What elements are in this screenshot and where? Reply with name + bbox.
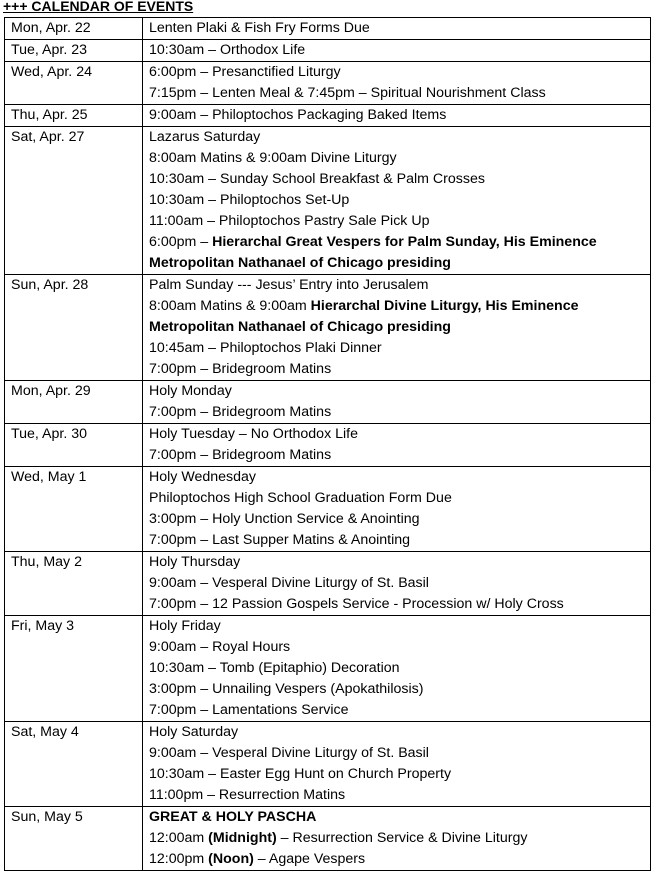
event-date: Thu, Apr. 25 xyxy=(5,105,143,127)
events-table-body xyxy=(5,18,651,871)
event-text: Palm Sunday --- Jesus’ Entry into Jerusalem xyxy=(149,277,429,293)
event-text: 12:00pm xyxy=(149,851,209,867)
event-date: Sun, May 5 xyxy=(5,807,143,871)
event-text: 10:45am – Philoptochos Plaki Dinner xyxy=(149,340,382,356)
event-date: Tue, Apr. 23 xyxy=(5,40,143,62)
event-line xyxy=(149,828,650,849)
event-text: 7:00pm – Bridegroom Matins xyxy=(149,361,332,377)
event-line xyxy=(149,40,650,61)
event-text: Lenten Plaki & Fish Fry Forms Due xyxy=(149,20,370,36)
event-row xyxy=(5,40,651,62)
event-text: 7:00pm – 12 Passion Gospels Service - Procession w/ Holy Cross xyxy=(149,596,564,612)
event-row xyxy=(5,722,651,807)
event-line xyxy=(149,849,650,870)
event-text: 8:00am Matins & 9:00am xyxy=(149,298,311,314)
event-text-bold: (Noon) xyxy=(208,851,254,867)
event-line xyxy=(149,637,650,658)
event-details xyxy=(143,467,651,552)
event-text: 9:00am – Vesperal Divine Liturgy of St. Basil xyxy=(149,575,429,591)
event-line xyxy=(149,743,650,764)
event-details xyxy=(143,127,651,275)
event-line xyxy=(149,232,650,253)
event-line xyxy=(149,105,650,126)
event-date: Sat, May 4 xyxy=(5,722,143,807)
event-text: 11:00pm – Resurrection Matins xyxy=(149,787,346,803)
event-text: Holy Tuesday – No Orthodox Life xyxy=(149,426,358,442)
event-date: Tue, Apr. 30 xyxy=(5,424,143,467)
event-text: 3:00pm – Unnailing Vespers (Apokathilosis) xyxy=(149,681,424,697)
event-line xyxy=(149,62,650,83)
event-line xyxy=(149,594,650,615)
event-row xyxy=(5,616,651,722)
event-details xyxy=(143,40,651,62)
event-row xyxy=(5,381,651,424)
event-text: Holy Friday xyxy=(149,618,221,634)
event-line xyxy=(149,509,650,530)
event-date: Thu, May 2 xyxy=(5,552,143,616)
event-line xyxy=(149,317,650,338)
event-text: 11:00am – Philoptochos Pastry Sale Pick Up xyxy=(149,213,430,229)
event-date: Wed, Apr. 24 xyxy=(5,62,143,105)
event-line xyxy=(149,381,650,402)
event-line xyxy=(149,530,650,551)
event-row xyxy=(5,62,651,105)
event-details xyxy=(143,18,651,40)
event-details xyxy=(143,722,651,807)
event-text: 6:00pm – Presanctified Liturgy xyxy=(149,64,341,80)
event-date: Mon, Apr. 29 xyxy=(5,381,143,424)
event-text: 9:00am – Royal Hours xyxy=(149,639,291,655)
event-line xyxy=(149,190,650,211)
event-line xyxy=(149,296,650,317)
event-line xyxy=(149,83,650,104)
event-text: 8:00am Matins & 9:00am Divine Liturgy xyxy=(149,150,397,166)
event-text: 10:30am – Philoptochos Set-Up xyxy=(149,192,350,208)
event-text: 6:00pm – xyxy=(149,234,213,250)
event-line xyxy=(149,764,650,785)
event-text-bold: GREAT & HOLY PASCHA xyxy=(149,809,317,825)
event-line xyxy=(149,700,650,721)
event-line xyxy=(149,722,650,743)
event-text: 10:30am – Sunday School Breakfast & Palm Crosses xyxy=(149,171,485,187)
event-line xyxy=(149,679,650,700)
event-line xyxy=(149,785,650,806)
event-text: 7:00pm – Lamentations Service xyxy=(149,702,349,718)
event-line xyxy=(149,148,650,169)
event-text: 12:00am xyxy=(149,830,209,846)
event-date: Wed, May 1 xyxy=(5,467,143,552)
event-line xyxy=(149,467,650,488)
event-details xyxy=(143,62,651,105)
event-details xyxy=(143,807,651,871)
event-row xyxy=(5,467,651,552)
event-line xyxy=(149,616,650,637)
event-row xyxy=(5,18,651,40)
event-row xyxy=(5,105,651,127)
event-text: – Agape Vespers xyxy=(253,851,366,867)
event-text: Holy Saturday xyxy=(149,724,239,740)
event-text: Philoptochos High School Graduation Form Due xyxy=(149,490,452,506)
event-line xyxy=(149,127,650,148)
event-line xyxy=(149,424,650,445)
event-date: Fri, May 3 xyxy=(5,616,143,722)
event-row xyxy=(5,424,651,467)
event-text: Holy Thursday xyxy=(149,554,241,570)
event-row xyxy=(5,552,651,616)
event-text: 7:00pm – Bridegroom Matins xyxy=(149,404,332,420)
event-line xyxy=(149,338,650,359)
event-line xyxy=(149,211,650,232)
event-text: Lazarus Saturday xyxy=(149,129,261,145)
event-details xyxy=(143,552,651,616)
event-text: 7:15pm – Lenten Meal & 7:45pm – Spiritual Nourishment Class xyxy=(149,85,546,101)
event-details xyxy=(143,105,651,127)
calendar-title: +++ CALENDAR OF EVENTS xyxy=(3,0,194,14)
event-details xyxy=(143,424,651,467)
event-row xyxy=(5,807,651,871)
event-text: 9:00am – Philoptochos Packaging Baked Items xyxy=(149,107,447,123)
event-line xyxy=(149,807,650,828)
event-line xyxy=(149,402,650,423)
event-text: 10:30am – Tomb (Epitaphio) Decoration xyxy=(149,660,400,676)
event-line xyxy=(149,18,650,39)
event-text: 3:00pm – Holy Unction Service & Anointing xyxy=(149,511,420,527)
event-text-bold: (Midnight) xyxy=(208,830,277,846)
event-line xyxy=(149,573,650,594)
event-date: Sun, Apr. 28 xyxy=(5,275,143,381)
events-table xyxy=(4,17,651,871)
event-date: Mon, Apr. 22 xyxy=(5,18,143,40)
event-details xyxy=(143,616,651,722)
event-line xyxy=(149,488,650,509)
event-line xyxy=(149,253,650,274)
event-line xyxy=(149,169,650,190)
event-text: 10:30am – Orthodox Life xyxy=(149,42,306,58)
event-text: – Resurrection Service & Divine Liturgy xyxy=(276,830,528,846)
event-text-bold: Metropolitan Nathanael of Chicago presiding xyxy=(149,255,451,271)
event-text: 7:00pm – Last Supper Matins & Anointing xyxy=(149,532,411,548)
event-details xyxy=(143,275,651,381)
event-line xyxy=(149,658,650,679)
event-details xyxy=(143,381,651,424)
event-text: Holy Monday xyxy=(149,383,232,399)
event-text-bold: Hierarchal Great Vespers for Palm Sunday, His Eminence xyxy=(212,234,597,250)
event-text: Holy Wednesday xyxy=(149,469,256,485)
event-line xyxy=(149,359,650,380)
event-text: 10:30am – Easter Egg Hunt on Church Property xyxy=(149,766,452,782)
event-text: 9:00am – Vesperal Divine Liturgy of St. Basil xyxy=(149,745,429,761)
event-text-bold: Metropolitan Nathanael of Chicago presiding xyxy=(149,319,451,335)
event-text: 7:00pm – Bridegroom Matins xyxy=(149,447,332,463)
event-row xyxy=(5,275,651,381)
event-text-bold: Hierarchal Divine Liturgy, His Eminence xyxy=(310,298,579,314)
event-line xyxy=(149,552,650,573)
event-row xyxy=(5,127,651,275)
event-line xyxy=(149,275,650,296)
event-date: Sat, Apr. 27 xyxy=(5,127,143,275)
event-line xyxy=(149,445,650,466)
